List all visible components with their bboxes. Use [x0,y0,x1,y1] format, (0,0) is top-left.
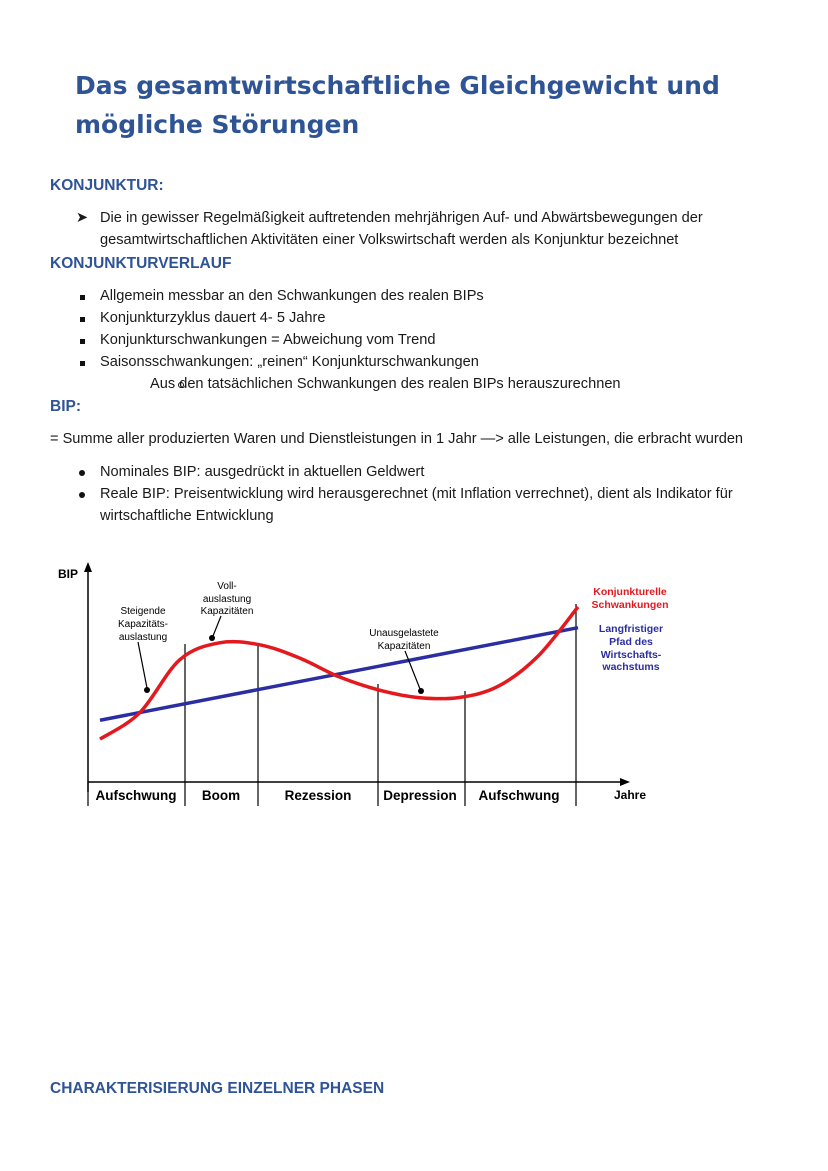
annotation-unaus: Unausgelastete Kapazitäten [369,628,439,652]
marker-unaus [418,688,424,694]
phase-label-rezession: Rezession [284,788,352,803]
annotation-voll: Voll-auslastung Kapazitäten [200,581,254,617]
list-item: Allgemein messbar an den Schwankungen des realen BIPs [50,285,780,307]
verlauf-list [50,285,780,395]
leader-line [405,651,420,689]
dot-bullet-icon [75,461,89,483]
phase-label-boom: Boom [201,788,241,803]
dot-bullet-icon [75,483,89,505]
legend-blue: Langfristiger Pfad des Wirtschafts-wachstums [598,623,664,673]
bip-list [50,461,780,527]
annotation-steigende: Steigende Kapazitäts-auslastung [117,606,169,643]
leader-line [213,616,221,636]
marker-voll [209,635,215,641]
sub-list-item: Aus den tatsächlichen Schwankungen des realen BIPs herauszurechnen [50,373,780,395]
heading-konjunktur: KONJUNKTUR: [50,177,164,194]
phase-label-depression: Depression [383,788,457,803]
list-item: Konjunkturschwankungen = Abweichung vom Trend [50,329,780,351]
x-axis-arrow-icon [620,778,630,786]
square-bullet-icon [75,307,89,329]
list-item: Konjunkturzyklus dauert 4- 5 Jahre [50,307,780,329]
circle-bullet-icon [174,373,188,395]
list-item: Nominales BIP: ausgedrückt in aktuellen Geldwert [50,461,780,483]
square-bullet-icon [75,351,89,373]
phase-label-aufschwung-2: Aufschwung [478,788,560,803]
y-axis-label: BIP [58,567,79,581]
square-bullet-icon [75,285,89,307]
square-bullet-icon [75,329,89,351]
list-item: Saisonsschwankungen: „reinen“ Konjunkturschwankungen [50,351,780,373]
heading-phasen: CHARAKTERISIERUNG EINZELNER PHASEN [50,1080,385,1097]
page-title: Das gesamtwirtschaftliche Gleichgewicht und mögliche Störungen [75,71,720,139]
heading-konjunkturverlauf: KONJUNKTURVERLAUF [50,255,232,272]
list-item: ➤ Die in gewisser Regelmäßigkeit auftretenden mehrjährigen Auf- und Abwärtsbewegungen der gesamtwirtschaftlichen Aktivitäten einer Volkswirtschaft werden als Konjunktur bezeichnet [50,207,780,251]
leader-line [138,642,147,688]
y-axis-arrow-icon [84,562,92,572]
trend-line [100,628,578,721]
legend-red: Konjunkturelle Schwankungen [591,586,669,611]
arrow-bullet-icon: ➤ [75,210,89,226]
bip-definition: = Summe aller produzierten Waren und Dienstleistungen in 1 Jahr —> alle Leistungen, die erbracht wurden [50,431,744,447]
list-item: Reale BIP: Preisentwicklung wird herausgerechnet (mit Inflation verrechnet), dient als Indikator für wirtschaftliche Entwicklung [50,483,780,527]
x-axis-label: Jahre [614,788,647,802]
business-cycle-chart [50,558,690,818]
heading-bip: BIP: [50,398,81,415]
konjunktur-list [50,207,780,251]
phase-label-aufschwung: Aufschwung [95,788,177,803]
